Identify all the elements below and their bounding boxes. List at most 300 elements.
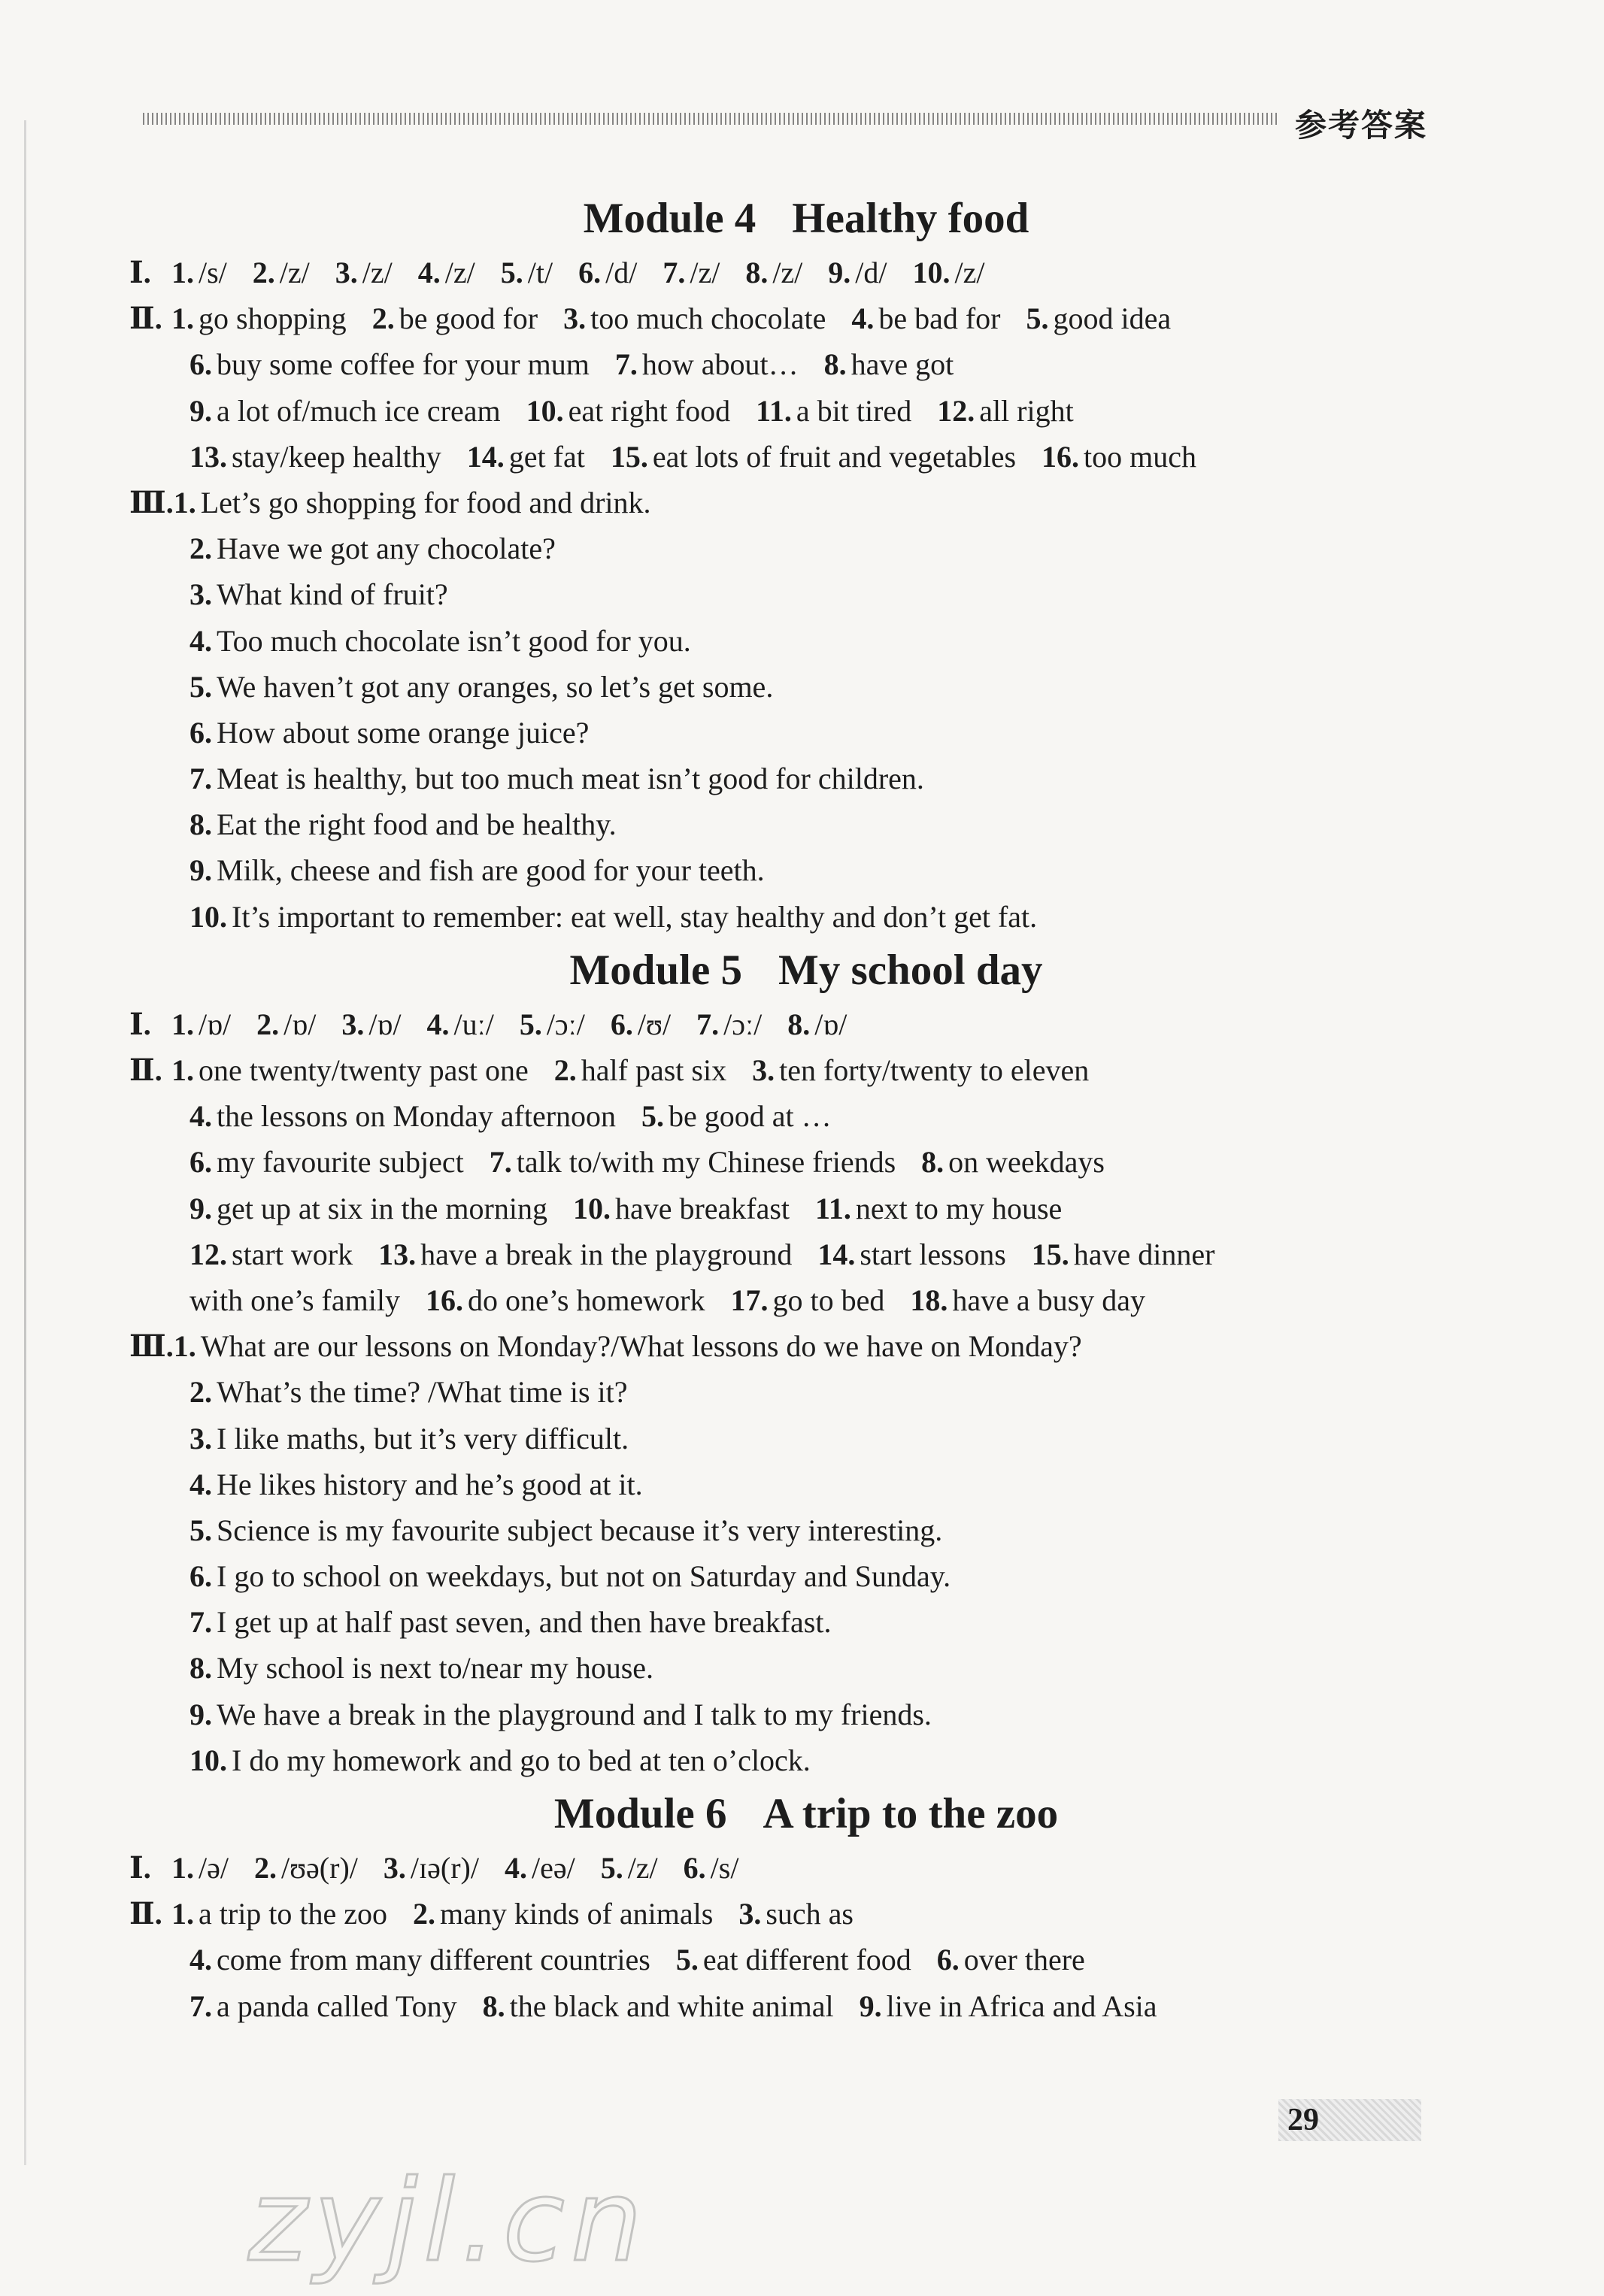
header-rule: [143, 113, 1278, 125]
item-number: 3.: [752, 1053, 775, 1087]
answer-item: [730, 1283, 884, 1317]
item-text: on weekdays: [948, 1145, 1105, 1180]
answer-item: [615, 347, 799, 381]
item-number: 8.: [823, 347, 847, 382]
item-text: stay/keep healthy: [232, 439, 441, 474]
item-text: Have we got any chocolate?: [217, 532, 556, 566]
item-text: How about some orange juice?: [217, 715, 590, 750]
item-text: get up at six in the morning: [217, 1191, 547, 1225]
item-text: We haven’t got any oranges, so let’s get some.: [217, 669, 774, 704]
item-text: /z/: [444, 256, 475, 289]
item-number: 4.: [417, 256, 441, 289]
item-number: 3.: [563, 301, 587, 336]
item-number: 2.: [371, 301, 395, 336]
item-number: 1.: [173, 1329, 196, 1364]
item-text: Meat is healthy, but too much meat isn’t good for children.: [217, 762, 924, 796]
item-number: 6.: [936, 1943, 960, 1977]
answer-line: [129, 847, 1483, 893]
item-number: 4.: [426, 1007, 450, 1041]
item-number: 5.: [600, 1851, 623, 1885]
answer-line: [129, 664, 1483, 710]
answer-item: [578, 256, 637, 289]
item-text: I like maths, but it’s very difficult.: [217, 1421, 629, 1455]
answer-item: [190, 762, 924, 795]
item-number: 2.: [413, 1897, 436, 1931]
answer-line: [129, 1277, 1483, 1323]
item-text: do one’s homework: [467, 1283, 705, 1317]
answer-item: [554, 1053, 726, 1087]
item-text: live in Africa and Asia: [886, 1989, 1157, 2023]
answer-item: [335, 256, 393, 289]
answer-item: [505, 1851, 575, 1885]
section-label: Ⅱ.: [129, 1897, 162, 1931]
item-text: ten forty/twenty to eleven: [779, 1053, 1090, 1087]
module-title: [129, 1783, 1483, 1845]
answer-item: [190, 440, 441, 474]
item-number: 2.: [252, 256, 275, 289]
item-number: 6.: [190, 1559, 212, 1594]
item-text: I do my homework and go to bed at ten o’clock.: [232, 1743, 811, 1777]
answer-item: [817, 1237, 1005, 1271]
item-text: /ɔː/: [546, 1007, 585, 1041]
item-number: 8.: [190, 1651, 212, 1686]
item-text: how about…: [641, 347, 799, 382]
item-number: 3.: [341, 1007, 365, 1041]
item-number: 5.: [1026, 301, 1049, 336]
answer-item: [860, 1989, 1157, 2023]
answer-item: [171, 1007, 231, 1041]
answer-line: [129, 434, 1483, 480]
item-number: 10.: [526, 393, 564, 428]
answer-item: [851, 301, 1000, 335]
item-number: 4.: [190, 1943, 212, 1977]
answer-item: [372, 301, 538, 335]
answer-item: [526, 394, 731, 428]
answer-line: [129, 1599, 1483, 1645]
item-text: We have a break in the playground and I talk to my friends.: [217, 1697, 932, 1731]
answer-item: [174, 1329, 1082, 1363]
answer-item: [426, 1283, 705, 1317]
item-number: 2.: [256, 1007, 280, 1041]
item-number: 13.: [190, 439, 227, 474]
page-number: 29: [1278, 2099, 1421, 2141]
item-number: 8.: [921, 1145, 945, 1180]
item-number: 6.: [190, 347, 212, 382]
answer-item: [913, 256, 985, 289]
answer-item: [676, 1943, 911, 1976]
answer-line: [129, 1001, 1483, 1047]
item-text: /s/: [710, 1851, 739, 1885]
watermark-text: zyjl.cn: [248, 2156, 649, 2287]
item-text: /ʊ/: [637, 1007, 672, 1041]
answer-item: [190, 1989, 457, 2023]
item-text: /d/: [605, 256, 638, 289]
item-number: 4.: [851, 301, 875, 336]
answer-item: [171, 1851, 229, 1885]
item-number: 8.: [787, 1007, 811, 1041]
item-text: Science is my favourite subject because it’s very interesting.: [217, 1513, 943, 1547]
answer-item: [573, 1192, 790, 1225]
item-number: 7.: [696, 1007, 720, 1041]
answer-item: [171, 301, 347, 335]
item-text: talk to/with my Chinese friends: [516, 1145, 896, 1180]
item-number: 2.: [553, 1053, 577, 1087]
item-number: 5.: [675, 1943, 699, 1977]
answer-line: [129, 1983, 1483, 2029]
page-edge-shadow: [24, 120, 26, 2165]
item-number: 1.: [171, 1851, 194, 1885]
item-text: What are our lessons on Monday?/What lessons do we have on Monday?: [200, 1329, 1082, 1364]
item-number: 4.: [190, 1467, 212, 1501]
answer-item: [910, 1283, 1145, 1317]
answer-item: [190, 1145, 464, 1179]
answer-line: [129, 1737, 1483, 1783]
answer-line: [129, 1047, 1483, 1093]
module-number: Module 5: [569, 946, 743, 994]
answer-item: [341, 1007, 401, 1041]
answer-item: [828, 256, 887, 289]
answer-item: [256, 1007, 316, 1041]
answer-line: [129, 341, 1483, 387]
item-text: I get up at half past seven, and then have breakfast.: [217, 1605, 832, 1640]
answer-item: [490, 1145, 896, 1179]
answer-line: [129, 618, 1483, 664]
item-text: too much: [1084, 439, 1197, 474]
item-text: have got: [851, 347, 954, 382]
answer-line: [129, 1139, 1483, 1185]
item-text: /ɔː/: [723, 1007, 763, 1041]
section-label: Ⅰ.: [129, 1851, 151, 1885]
answer-item: [190, 394, 501, 428]
module-name: Healthy food: [792, 195, 1029, 242]
item-number: 3.: [190, 1421, 212, 1455]
answer-item: [745, 256, 802, 289]
item-text: have dinner: [1073, 1237, 1215, 1271]
item-number: 3.: [335, 256, 358, 289]
item-number: 10.: [190, 1743, 227, 1777]
answer-item: [190, 1099, 616, 1133]
answer-item: [190, 532, 556, 565]
item-number: 6.: [578, 256, 602, 289]
answer-item: [563, 301, 826, 335]
item-text: Eat the right food and be healthy.: [217, 807, 617, 842]
item-number: 13.: [378, 1237, 417, 1271]
answer-line: [129, 250, 1483, 295]
answer-item: [921, 1145, 1105, 1179]
answer-item: [190, 577, 448, 611]
answer-line: [129, 1231, 1483, 1277]
item-text: good idea: [1053, 301, 1172, 336]
item-text: /z/: [772, 256, 803, 289]
item-number: 15.: [1031, 1237, 1069, 1271]
item-text: such as: [766, 1897, 854, 1931]
item-number: 1.: [171, 256, 194, 289]
answer-line: [129, 1462, 1483, 1507]
item-number: 17.: [730, 1283, 769, 1317]
answer-item: [190, 1422, 629, 1455]
item-text: Milk, cheese and fish are good for your teeth.: [217, 853, 765, 888]
item-text: /uː/: [453, 1007, 494, 1041]
item-number: 14.: [817, 1237, 856, 1271]
item-number: 9.: [190, 1697, 212, 1731]
item-text: my favourite subject: [217, 1145, 464, 1180]
item-text: go to bed: [772, 1283, 885, 1317]
item-number: 8.: [190, 807, 212, 842]
item-number: 4.: [190, 623, 212, 658]
answer-item: [190, 1943, 650, 1976]
item-number: 2.: [190, 532, 212, 566]
section-label: Ⅱ.: [129, 301, 162, 336]
answer-item: [738, 1897, 854, 1931]
item-text: /d/: [855, 256, 887, 289]
answer-line: [129, 1645, 1483, 1691]
item-number: 6.: [683, 1851, 706, 1885]
answer-item: [190, 1283, 400, 1317]
item-number: 5.: [519, 1007, 542, 1041]
answer-content: [129, 188, 1483, 2029]
item-text: I go to school on weekdays, but not on Saturday and Sunday.: [217, 1559, 951, 1594]
answer-line: [129, 1186, 1483, 1231]
item-number: 10.: [912, 256, 951, 289]
item-text: /z/: [954, 256, 985, 289]
answer-line: [129, 1937, 1483, 1982]
item-number: 9.: [190, 393, 212, 428]
item-number: 6.: [610, 1007, 633, 1041]
item-text: a lot of/much ice cream: [217, 393, 501, 428]
answer-item: [254, 1851, 358, 1885]
item-number: 2.: [190, 1375, 212, 1410]
item-number: 14.: [466, 439, 505, 474]
item-text: /ɒ/: [814, 1007, 847, 1041]
item-text: have breakfast: [614, 1191, 790, 1225]
answer-line: [129, 295, 1483, 341]
module-title: [129, 940, 1483, 1001]
answer-item: [190, 1743, 811, 1777]
item-number: 6.: [190, 1145, 212, 1180]
item-text: a bit tired: [796, 393, 912, 428]
answer-line: [129, 1093, 1483, 1139]
item-number: 3.: [738, 1897, 762, 1931]
answer-item: [787, 1007, 847, 1041]
item-number: 11.: [815, 1191, 851, 1225]
item-number: 8.: [745, 256, 769, 289]
answer-item: [684, 1851, 739, 1885]
item-number: 7.: [614, 347, 638, 382]
item-text: start lessons: [860, 1237, 1006, 1271]
answer-item: [171, 256, 227, 289]
item-number: 3.: [383, 1851, 406, 1885]
item-text: go shopping: [199, 301, 347, 336]
answer-item: [483, 1989, 834, 2023]
item-text: be bad for: [878, 301, 1001, 336]
item-text: half past six: [581, 1053, 727, 1087]
answer-line: [129, 571, 1483, 617]
answer-item: [190, 1651, 653, 1685]
answer-item: [824, 347, 954, 381]
item-text: /s/: [199, 256, 227, 289]
answer-item: [937, 1943, 1085, 1976]
item-text: the black and white animal: [509, 1989, 834, 2023]
answer-item: [190, 1468, 643, 1501]
item-number: 1.: [173, 485, 196, 519]
answer-item: [1042, 440, 1196, 474]
item-number: 4.: [504, 1851, 527, 1885]
item-number: 6.: [190, 715, 212, 750]
item-text: Too much chocolate isn’t good for you.: [217, 623, 691, 658]
item-text: start work: [232, 1237, 353, 1271]
item-text: many kinds of animals: [440, 1897, 714, 1931]
item-number: 1.: [171, 1897, 194, 1931]
answer-item: [611, 1007, 671, 1041]
answer-line: [129, 1891, 1483, 1937]
item-number: 9.: [859, 1989, 882, 2023]
item-text: over there: [963, 1943, 1085, 1977]
item-text: be good for: [399, 301, 538, 336]
item-number: 10.: [190, 899, 227, 934]
item-text: too much chocolate: [590, 301, 826, 336]
item-number: 5.: [190, 669, 212, 704]
item-text: with one’s family: [190, 1283, 400, 1317]
answer-item: [190, 670, 773, 704]
answer-line: [129, 1845, 1483, 1891]
item-text: /z/: [627, 1851, 658, 1885]
module-title: [129, 188, 1483, 250]
answer-line: [129, 1369, 1483, 1415]
item-text: Let’s go shopping for food and drink.: [200, 485, 651, 519]
answer-item: [190, 716, 589, 750]
module-number: Module 4: [583, 195, 757, 242]
answer-item: [501, 256, 553, 289]
item-number: 15.: [610, 439, 648, 474]
item-number: 7.: [190, 1605, 212, 1640]
answer-item: [190, 347, 590, 381]
answer-item: [171, 1053, 529, 1087]
answer-item: [1026, 301, 1171, 335]
item-text: eat different food: [702, 1943, 911, 1977]
item-text: next to my house: [855, 1191, 1063, 1225]
answer-item: [253, 256, 310, 289]
item-text: /z/: [690, 256, 720, 289]
answer-item: [190, 624, 691, 658]
answer-line: [129, 526, 1483, 571]
item-text: eat right food: [568, 393, 731, 428]
item-number: 7.: [663, 256, 686, 289]
module-number: Module 6: [553, 1790, 727, 1837]
item-text: It’s important to remember: eat well, stay healthy and don’t get fat.: [232, 899, 1038, 934]
item-text: /ʊə(r)/: [280, 1851, 358, 1885]
item-number: 3.: [190, 577, 212, 612]
answer-item: [171, 1897, 387, 1931]
item-number: 11.: [756, 393, 792, 428]
item-text: My school is next to/near my house.: [217, 1651, 654, 1686]
item-number: 9.: [190, 853, 212, 888]
section-label: Ⅰ.: [129, 1007, 151, 1041]
item-text: one twenty/twenty past one: [199, 1053, 529, 1087]
item-text: a panda called Tony: [217, 1989, 457, 2023]
item-number: 7.: [190, 762, 212, 796]
item-number: 5.: [641, 1099, 665, 1134]
header-title: 参考答案: [1295, 107, 1428, 144]
item-number: 9.: [828, 256, 851, 289]
item-number: 7.: [489, 1145, 512, 1180]
item-text: /ə/: [199, 1851, 229, 1885]
item-text: /eə/: [531, 1851, 575, 1885]
item-number: 16.: [1042, 439, 1080, 474]
answer-item: [413, 1897, 713, 1931]
answer-item: [663, 256, 720, 289]
item-number: 5.: [190, 1513, 212, 1547]
answer-item: [601, 1851, 658, 1885]
section-label: Ⅲ.: [129, 485, 174, 519]
answer-item: [190, 900, 1037, 934]
answer-item: [190, 1559, 951, 1593]
item-text: /ɒ/: [199, 1007, 232, 1041]
answer-item: [467, 440, 585, 474]
answer-item: [190, 853, 765, 887]
item-text: /ɒ/: [284, 1007, 317, 1041]
answer-item: [190, 1192, 547, 1225]
answer-item: [756, 394, 911, 428]
item-text: What kind of fruit?: [217, 577, 448, 612]
item-number: 18.: [910, 1283, 948, 1317]
answer-item: [752, 1053, 1089, 1087]
item-text: the lessons on Monday afternoon: [217, 1099, 617, 1134]
answer-item: [937, 394, 1074, 428]
answer-line: [129, 710, 1483, 756]
item-number: 7.: [190, 1989, 212, 2023]
item-text: be good at …: [669, 1099, 832, 1134]
answer-item: [384, 1851, 479, 1885]
answer-line: [129, 480, 1483, 526]
answer-line: [129, 1323, 1483, 1369]
answer-line: [129, 756, 1483, 801]
answer-item: [190, 1513, 942, 1547]
answer-item: [190, 1237, 353, 1271]
item-number: 12.: [190, 1237, 227, 1271]
item-text: What’s the time? /What time is it?: [217, 1375, 628, 1410]
module-name: My school day: [778, 946, 1043, 994]
answer-item: [190, 1375, 628, 1409]
answer-line: [129, 801, 1483, 847]
item-text: a trip to the zoo: [199, 1897, 388, 1931]
item-text: have a break in the playground: [420, 1237, 793, 1271]
answer-item: [190, 1605, 831, 1639]
item-number: 2.: [253, 1851, 277, 1885]
answer-item: [815, 1192, 1062, 1225]
answer-item: [696, 1007, 762, 1041]
item-text: come from many different countries: [217, 1943, 650, 1977]
answer-item: [174, 486, 651, 519]
item-number: 12.: [937, 393, 975, 428]
answer-line: [129, 388, 1483, 434]
answer-line: [129, 1692, 1483, 1737]
item-number: 8.: [482, 1989, 505, 2023]
item-text: He likes history and he’s good at it.: [217, 1467, 643, 1501]
answer-line: [129, 894, 1483, 940]
section-label: Ⅲ.: [129, 1329, 174, 1364]
item-number: 1.: [171, 1007, 194, 1041]
item-number: 5.: [500, 256, 523, 289]
section-label: Ⅰ.: [129, 256, 151, 289]
answer-line: [129, 1507, 1483, 1553]
answer-line: [129, 1553, 1483, 1599]
answer-item: [190, 807, 617, 841]
item-text: /ɒ/: [368, 1007, 402, 1041]
answer-item: [378, 1237, 792, 1271]
item-number: 10.: [572, 1191, 611, 1225]
item-text: /z/: [362, 256, 393, 289]
answer-line: [129, 1416, 1483, 1462]
